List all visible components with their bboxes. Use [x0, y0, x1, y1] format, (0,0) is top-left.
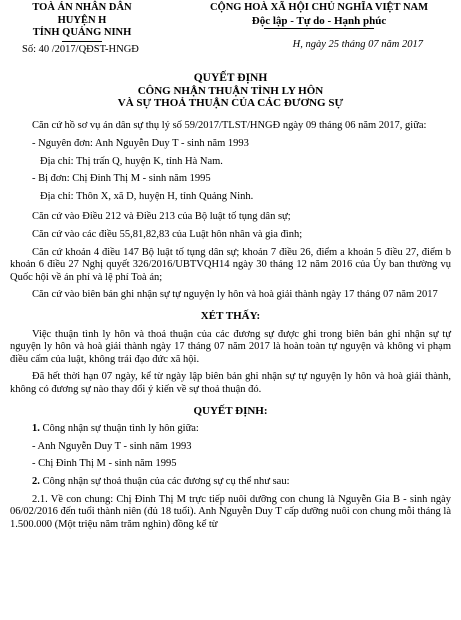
party-2: - Chị Đinh Thị M - sinh năm 1995	[32, 458, 177, 470]
preamble-article-212: Căn cứ vào Điều 212 và Điều 213 của Bộ luật tố tụng dân sự;	[32, 211, 291, 223]
findings-heading: XÉT THẤY:	[200, 310, 261, 323]
preamble-case: Căn cứ hồ sơ vụ án dân sự thụ lý số 59/2017/TLST/HNGĐ ngày 09 tháng 06 năm 2017, giữa:	[32, 119, 427, 131]
court-name-line1: TOÀ ÁN NHÂN DÂN	[32, 2, 132, 13]
defendant-address: Địa chỉ: Thôn X, xã D, huyện H, tỉnh Quảng Ninh.	[40, 190, 254, 202]
national-block	[175, 2, 461, 52]
decision-item-1-text: Công nhận sự thuận tình ly hôn giữa:	[39, 423, 199, 435]
party-1: - Anh Nguyễn Duy T - sinh năm 1993	[32, 440, 192, 452]
preamble-marriage-law: Căn cứ vào các điều 55,81,82,83 của Luật hôn nhân và gia đình;	[32, 229, 303, 241]
decision-item-1	[10, 423, 451, 436]
decision-item-2	[10, 476, 451, 489]
document-body	[10, 120, 451, 532]
court-underline	[62, 41, 102, 42]
decision-item-2-number: 2.	[32, 475, 40, 487]
national-motto: Độc lập - Tự do - Hạnh phúc	[251, 14, 387, 27]
plaintiff-address: Địa chỉ: Thị trấn Q, huyện K, tỉnh Hà Nam.	[40, 155, 223, 167]
document-title	[10, 72, 451, 110]
document-header	[10, 2, 451, 64]
preamble-minutes: Căn cứ vào biên bản ghi nhận sự tự nguyện ly hôn và hoà giải thành ngày 17 tháng 07 năm 2017	[32, 289, 438, 301]
motto-underline	[264, 28, 374, 29]
title-line1: QUYẾT ĐỊNH	[193, 72, 268, 84]
court-name-line2: HUYỆN H	[57, 14, 107, 26]
court-block	[16, 2, 148, 56]
decision-item-2-1: 2.1. Về con chung: Chị Đinh Thị M trực tiếp nuôi dưỡng con chung là Nguyễn Gia B - sinh ngày 06/02/2016 đến tuổi thành niên (đủ 18 tuổi). Anh Nguyễn Duy T cấp dưỡng nuôi con chung mỗi tháng là 1.500.000 (Một triệu năm trăm nghìn) đồng kể từ	[10, 493, 451, 530]
court-name-line3: TỈNH QUẢNG NINH	[32, 27, 132, 38]
decision-item-1-number: 1.	[32, 423, 40, 435]
defendant-line: - Bị đơn: Chị Đinh Thị M - sinh năm 1995	[32, 173, 211, 185]
issue-date: H, ngày 25 tháng 07 năm 2017	[292, 39, 423, 50]
title-line3: VÀ SỰ THOẢ THUẬN CỦA CÁC ĐƯƠNG SỰ	[117, 97, 344, 109]
decision-item-2-text: Công nhận sự thoả thuận của các đương sự cụ thể như sau:	[39, 475, 290, 487]
document-number: Số: 40 /2017/QĐST-HNGĐ	[22, 43, 139, 55]
findings-paragraph-1: Việc thuận tình ly hôn và thoả thuận của các đương sự được ghi trong biên bản ghi nhận sự tự nguyện ly hôn và hoà giải thành ngày 17 tháng 07 năm 2017 là hoàn toàn tự nguyện và không vi phạm điều cấm của luật, không trái đạo đức xã hội.	[10, 328, 451, 365]
title-line2: CÔNG NHẬN THUẬN TÌNH LY HÔN	[137, 84, 324, 97]
findings-paragraph-2: Đã hết thời hạn 07 ngày, kể từ ngày lập biên bản ghi nhận sự tự nguyện ly hôn và hoà giải thành, không có đương sự nào thay đổi ý kiến về sự thoả thuận đó.	[10, 371, 451, 395]
plaintiff-line: - Nguyên đơn: Anh Nguyễn Duy T - sinh năm 1993	[32, 138, 249, 150]
country-name: CỘNG HOÀ XÃ HỘI CHỦ NGHĨA VIỆT NAM	[209, 2, 429, 13]
preamble-court-fees: Căn cứ khoản 4 điều 147 Bộ luật tố tụng dân sự; khoản 7 điều 26, điểm a khoản 5 điều 27, điểm b khoản 6 điều 27 Nghị quyết 326/2016/UBTVQH14 ngày 30 tháng 12 năm 2016 của Ủy ban thường vụ Quốc hội về án phí và lệ phí Toà án;	[10, 246, 451, 283]
decision-heading: QUYẾT ĐỊNH:	[193, 404, 268, 417]
